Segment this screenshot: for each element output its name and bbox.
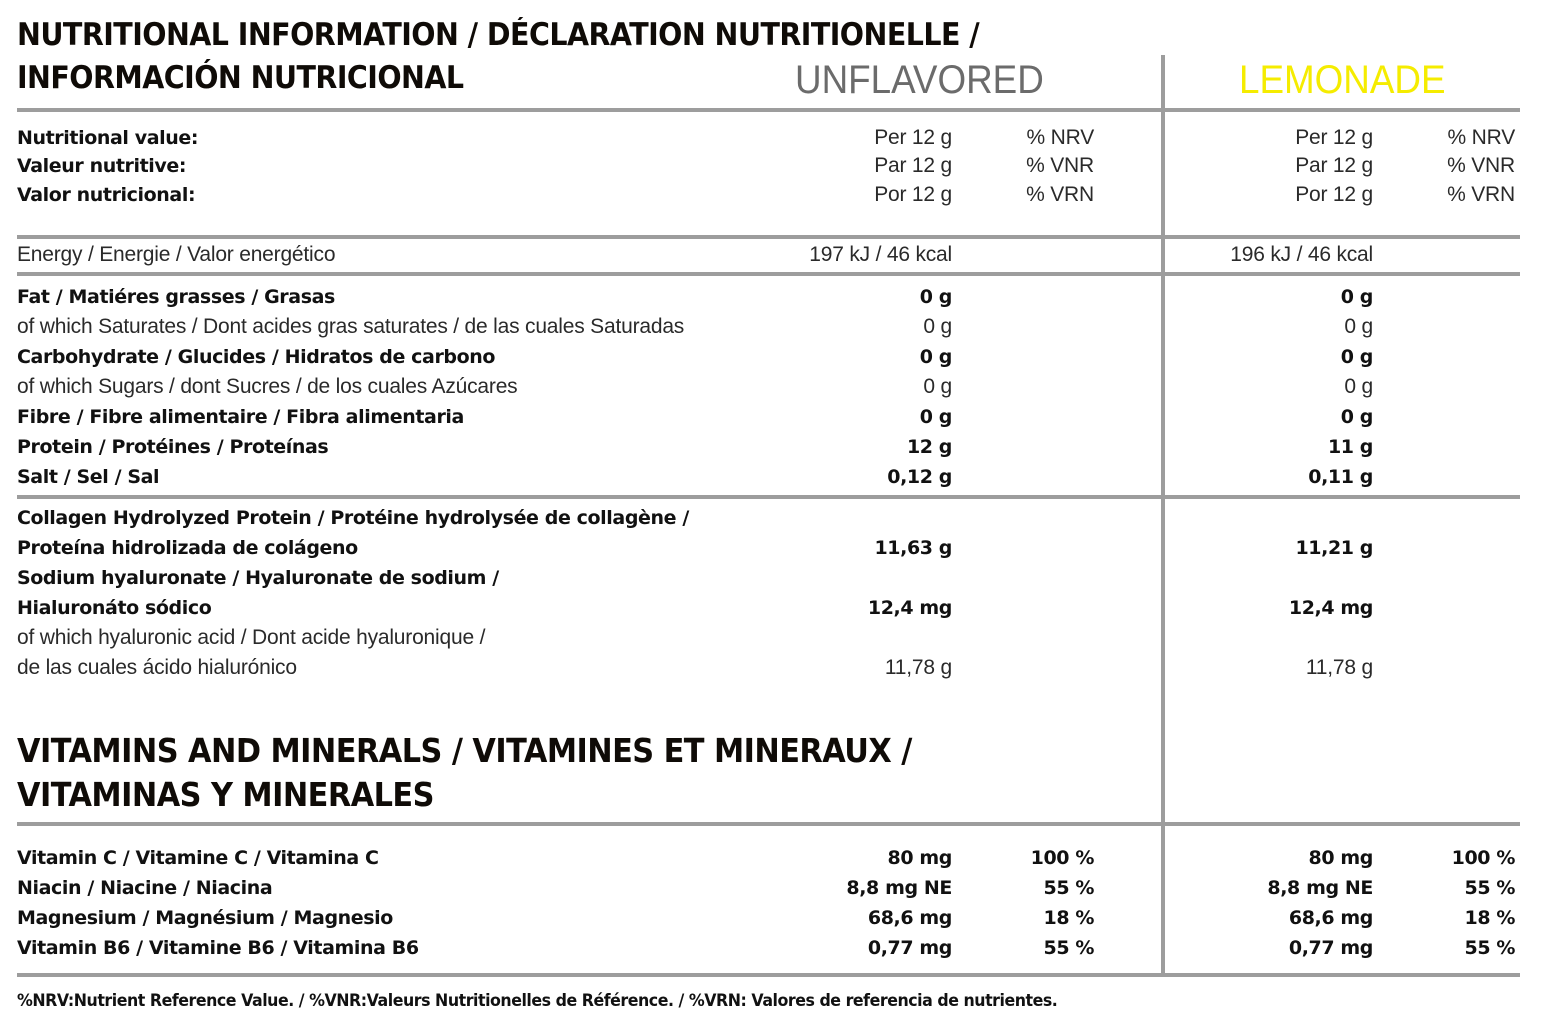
macro-label: of which Saturates / Dont acides gras saturates / de las cuales Saturadas <box>17 315 685 338</box>
macro-value-lemonade: 0 g <box>1344 315 1373 338</box>
macro-label: Fat / Matiéres grasses / Grasas <box>17 286 335 308</box>
header-per-es-lemonade: Por 12 g <box>1295 183 1373 206</box>
macro-value-lemonade: 11 g <box>1327 436 1373 458</box>
rule-header <box>17 108 1520 112</box>
macro-value-unflavored: 0 g <box>923 315 952 338</box>
vitamin-pct-unflavored: 55 % <box>1043 877 1094 899</box>
vitamin-label: Vitamin B6 / Vitamine B6 / Vitamina B6 <box>17 937 419 959</box>
macro-label: Salt / Sel / Sal <box>17 466 160 488</box>
vitamin-pct-unflavored: 18 % <box>1043 907 1094 929</box>
vitamin-label: Vitamin C / Vitamine C / Vitamina C <box>17 847 379 869</box>
header-per-en-lemonade: Per 12 g <box>1295 126 1373 149</box>
header-per-fr-unflavored: Par 12 g <box>874 154 952 177</box>
macro-value-lemonade: 0 g <box>1344 375 1373 398</box>
macro-row-saturates <box>0 312 1559 342</box>
page-title-line-1: NUTRITIONAL INFORMATION / DÉCLARATION NUTRITIONELLE / <box>17 17 980 53</box>
active-value-lemonade: 12,4 mg <box>1288 597 1373 619</box>
vitamin-value-unflavored: 0,77 mg <box>867 937 952 959</box>
macro-label: Protein / Protéines / Proteínas <box>17 436 329 458</box>
rule-after-energy <box>17 272 1520 276</box>
vitamin-pct-unflavored: 55 % <box>1043 937 1094 959</box>
active-row-collagen-line2 <box>0 533 1559 563</box>
energy-lemonade: 196 kJ / 46 kcal <box>1230 243 1373 266</box>
active-label: Sodium hyaluronate / Hyaluronate de sodium / <box>17 567 499 589</box>
macro-row-salt <box>0 462 1559 492</box>
active-row-hyaluronic-acid-line1 <box>0 623 1559 653</box>
header-pct-en-lemonade: % NRV <box>1447 126 1515 149</box>
macro-value-lemonade: 0 g <box>1340 286 1373 308</box>
energy-unflavored: 197 kJ / 46 kcal <box>809 243 952 266</box>
footnote: %NRV:Nutrient Reference Value. / %VNR:Valeurs Nutritionelles de Référence. / %VRN: Valores de referencia de nutrientes. <box>17 991 1058 1011</box>
vitamin-pct-lemonade: 55 % <box>1464 937 1515 959</box>
active-label: Proteína hidrolizada de colágeno <box>17 537 358 559</box>
active-label: Hialuronáto sódico <box>17 597 212 619</box>
macro-value-unflavored: 0 g <box>923 375 952 398</box>
active-value-unflavored: 11,63 g <box>874 537 952 559</box>
vitamin-value-lemonade: 68,6 mg <box>1288 907 1373 929</box>
vitamin-value-unflavored: 8,8 mg NE <box>846 877 952 899</box>
vitamins-title-line-1: VITAMINS AND MINERALS / VITAMINES ET MINERAUX / <box>17 731 912 770</box>
vitamin-pct-lemonade: 100 % <box>1451 847 1515 869</box>
active-value-lemonade: 11,21 g <box>1295 537 1373 559</box>
header-pct-fr-unflavored: % VNR <box>1026 154 1094 177</box>
vitamins-title-line-2: VITAMINAS Y MINERALES <box>17 775 434 814</box>
macro-label: of which Sugars / dont Sucres / de los cuales Azúcares <box>17 375 518 398</box>
vitamins-table <box>0 843 1559 963</box>
header-pct-es-lemonade: % VRN <box>1447 183 1515 206</box>
vitamin-value-unflavored: 68,6 mg <box>867 907 952 929</box>
header-per-fr-lemonade: Par 12 g <box>1295 154 1373 177</box>
active-row-hyaluronic-acid-line2 <box>0 653 1559 683</box>
macro-value-lemonade: 0 g <box>1340 346 1373 368</box>
rule-before-energy <box>17 235 1520 239</box>
header-label-es: Valor nutricional: <box>17 184 196 206</box>
header-pct-en-unflavored: % NRV <box>1026 126 1094 149</box>
active-row-collagen-line1 <box>0 503 1559 533</box>
macro-value-unflavored: 0 g <box>919 406 952 428</box>
macro-row-fibre <box>0 402 1559 432</box>
vitamin-value-lemonade: 0,77 mg <box>1288 937 1373 959</box>
macro-value-unflavored: 0,12 g <box>887 466 952 488</box>
macros-table <box>0 282 1559 492</box>
energy-row <box>0 240 1559 270</box>
active-row-hyaluronate-line1 <box>0 563 1559 593</box>
vitamin-label: Magnesium / Magnésium / Magnesio <box>17 907 393 929</box>
vitamin-value-lemonade: 8,8 mg NE <box>1267 877 1373 899</box>
rule-after-vitamins <box>17 973 1520 977</box>
vitamin-value-unflavored: 80 mg <box>887 847 952 869</box>
actives-table <box>0 503 1559 683</box>
energy-label: Energy / Energie / Valor energético <box>17 243 336 266</box>
flavor-lemonade-heading: LEMONADE <box>1239 58 1446 102</box>
active-row-hyaluronate-line2 <box>0 593 1559 623</box>
header-pct-fr-lemonade: % VNR <box>1447 154 1515 177</box>
active-label: de las cuales ácido hialurónico <box>17 656 297 679</box>
vitamin-pct-unflavored: 100 % <box>1030 847 1094 869</box>
header-label-fr: Valeur nutritive: <box>17 155 187 177</box>
page-title-line-2: INFORMACIÓN NUTRICIONAL <box>17 60 464 96</box>
vitamin-row-b6 <box>0 933 1559 963</box>
header-per-es-unflavored: Por 12 g <box>874 183 952 206</box>
flavor-unflavored-heading: UNFLAVORED <box>795 58 1044 102</box>
vitamin-pct-lemonade: 55 % <box>1464 877 1515 899</box>
macro-value-unflavored: 0 g <box>919 346 952 368</box>
macro-label: Fibre / Fibre alimentaire / Fibra alimentaria <box>17 406 464 428</box>
macro-row-fat <box>0 282 1559 312</box>
rule-after-macros <box>17 495 1520 499</box>
vitamin-row-c <box>0 843 1559 873</box>
macro-value-lemonade: 0,11 g <box>1308 466 1373 488</box>
macro-value-unflavored: 0 g <box>919 286 952 308</box>
active-label: of which hyaluronic acid / Dont acide hyaluronique / <box>17 626 486 649</box>
column-header-block <box>0 123 1559 210</box>
vitamin-row-niacin <box>0 873 1559 903</box>
macro-row-sugars <box>0 372 1559 402</box>
active-label: Collagen Hydrolyzed Protein / Protéine hydrolysée de collagène / <box>17 507 689 529</box>
vitamin-row-magnesium <box>0 903 1559 933</box>
header-pct-es-unflavored: % VRN <box>1026 183 1094 206</box>
rule-before-vitamins <box>17 822 1520 826</box>
header-label-en: Nutritional value: <box>17 127 199 149</box>
vitamin-label: Niacin / Niacine / Niacina <box>17 877 273 899</box>
active-value-unflavored: 11,78 g <box>884 656 952 679</box>
active-value-lemonade: 11,78 g <box>1305 656 1373 679</box>
macro-row-protein <box>0 432 1559 462</box>
macro-value-lemonade: 0 g <box>1340 406 1373 428</box>
macro-label: Carbohydrate / Glucides / Hidratos de carbono <box>17 346 496 368</box>
vitamin-pct-lemonade: 18 % <box>1464 907 1515 929</box>
active-value-unflavored: 12,4 mg <box>867 597 952 619</box>
header-per-en-unflavored: Per 12 g <box>874 126 952 149</box>
macro-row-carbohydrate <box>0 342 1559 372</box>
vitamin-value-lemonade: 80 mg <box>1308 847 1373 869</box>
macro-value-unflavored: 12 g <box>906 436 952 458</box>
